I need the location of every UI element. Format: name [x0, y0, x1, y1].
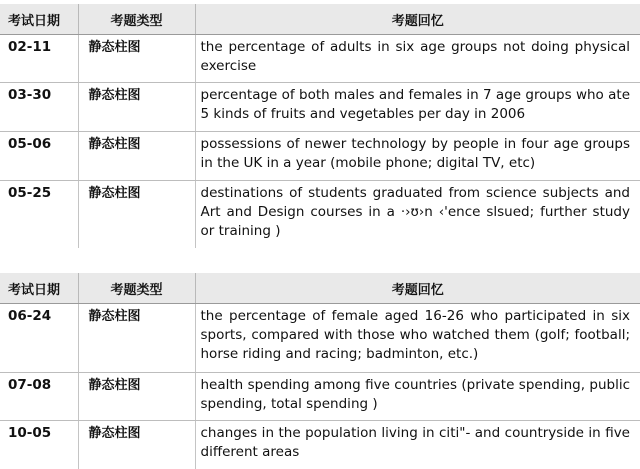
exam-date-cell: 05-25 — [0, 181, 78, 249]
table-header-row — [0, 4, 640, 35]
exam-table-1 — [0, 4, 640, 248]
question-recall-cell: destinations of students graduated from science subjects and Art and Design courses in a ·›ʊ›n ‹'ence slsued; further study or training ) — [200, 185, 630, 239]
exam-table-2 — [0, 273, 640, 469]
header-exam-date: 考试日期 — [0, 273, 78, 304]
question-type-cell: 静态柱图 — [78, 181, 195, 249]
exam-date-cell: 07-08 — [0, 373, 78, 421]
question-type-cell: 静态柱图 — [78, 35, 195, 83]
question-recall-cell: percentage of both males and females in 7 age groups who ate 5 kinds of fruits and vegetables per day in 2006 — [195, 83, 640, 132]
question-recall-cell: the percentage of adults in six age groups not doing physical exercise — [195, 35, 640, 83]
question-type-cell: 静态柱图 — [78, 373, 195, 421]
question-type-cell: 静态柱图 — [78, 83, 195, 132]
header-exam-date: 考试日期 — [0, 4, 78, 35]
header-question-recall: 考题回忆 — [195, 273, 640, 304]
table-row — [0, 83, 640, 132]
question-recall-cell: the percentage of female aged 16-26 who participated in six sports, compared with those who watched them (golf; football; horse riding and racing; badminton, etc.) — [195, 304, 640, 373]
question-recall-cell: health spending among five countries (private spending, public spending, total spending ) — [195, 373, 640, 421]
table-row — [0, 421, 640, 469]
header-question-type: 考题类型 — [78, 273, 195, 304]
question-type-cell: 静态柱图 — [78, 132, 195, 181]
header-question-type: 考题类型 — [78, 4, 195, 35]
exam-date-cell: 03-30 — [0, 83, 78, 132]
exam-date-cell: 02-11 — [0, 35, 78, 83]
exam-date-cell: 06-24 — [0, 304, 78, 373]
question-recall-cell: changes in the population living in citi"- and countryside in five different areas — [200, 425, 630, 460]
table-row — [0, 132, 640, 181]
exam-date-cell: 05-06 — [0, 132, 78, 181]
question-recall-cell: possessions of newer technology by people in four age groups in the UK in a year (mobile phone; digital TV, etc) — [195, 132, 640, 181]
table-row — [0, 304, 640, 373]
question-type-cell: 静态柱图 — [78, 304, 195, 373]
question-type-cell: 静态柱图 — [78, 421, 195, 469]
exam-date-cell: 10-05 — [0, 421, 78, 469]
table-row — [0, 373, 640, 421]
table-header-row — [0, 273, 640, 304]
header-question-recall: 考题回忆 — [195, 4, 640, 35]
table-row — [0, 181, 640, 249]
table-row — [0, 35, 640, 83]
